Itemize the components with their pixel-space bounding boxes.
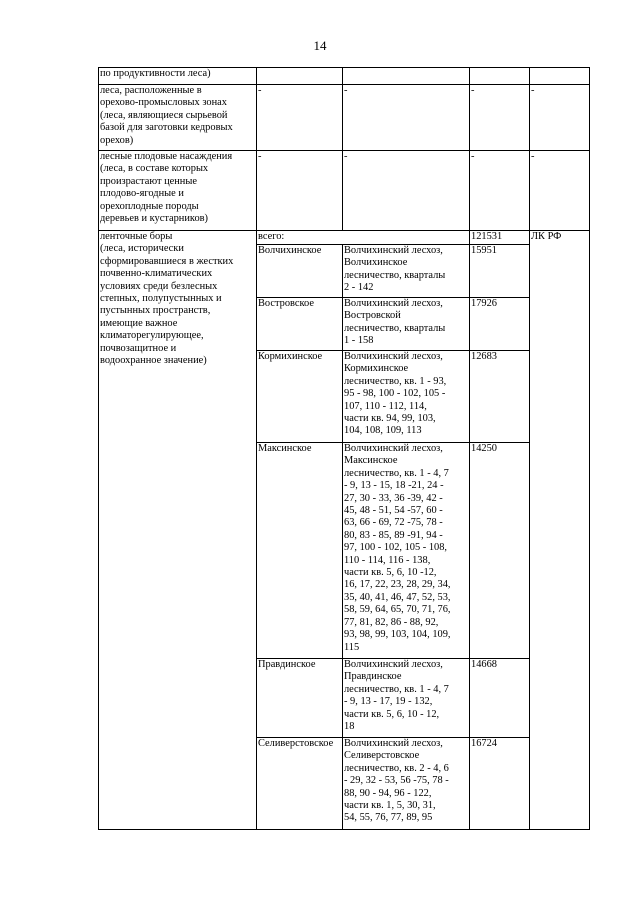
cell: - [470, 85, 530, 151]
bor-area: 14250 [470, 443, 530, 659]
cell [257, 68, 343, 85]
bor-location: Волчихинский лесхоз, Правдинское лесничество, кв. 1 - 4, 7 - 9, 13 - 17, 19 - 132, части кв. 5, 6, 10 - 12, 18 [343, 659, 470, 738]
page-number: 14 [313, 38, 327, 53]
bor-location: Волчихинский лесхоз, Кормихинское лесничество, кв. 1 - 93, 95 - 98, 100 - 102, 105 - 107, 110 - 112, 114, части кв. 94, 99, 103, 104, 108, 109, 113 [343, 351, 470, 443]
bor-name: Максинское [257, 443, 343, 659]
bor-location: Волчихинский лесхоз, Волчихинское лесничество, кварталы 2 - 142 [343, 245, 470, 298]
cell: - [470, 151, 530, 231]
cell: - [343, 85, 470, 151]
forest-table [98, 67, 590, 830]
category-name: по продуктивности леса) [99, 68, 257, 85]
bor-area: 14668 [470, 659, 530, 738]
total-area: 121531 [470, 231, 530, 245]
legal-basis: ЛК РФ [530, 231, 590, 830]
bor-area: 16724 [470, 738, 530, 830]
cell: - [530, 151, 590, 231]
total-label: всего: [257, 231, 470, 245]
table-row [99, 151, 590, 231]
table-row [99, 68, 590, 85]
cell [470, 68, 530, 85]
bor-name: Кормихинское [257, 351, 343, 443]
category-name: леса, расположенные в орехово-промысловых зонах (леса, являющиеся сырьевой базой для заготовки кедровых орехов) [99, 85, 257, 151]
cell [530, 68, 590, 85]
bor-location: Волчихинский лесхоз, Селиверстовское лесничество, кв. 2 - 4, 6 - 29, 32 - 53, 56 -75, 78 - 88, 90 - 94, 96 - 122, части кв. 1, 5, 30, 31, 54, 55, 76, 77, 89, 95 [343, 738, 470, 830]
bor-name: Селиверстовское [257, 738, 343, 830]
bor-name: Правдинское [257, 659, 343, 738]
bor-area: 12683 [470, 351, 530, 443]
category-name: лесные плодовые насаждения (леса, в составе которых произрастают ценные плодово-ягодные и орехоплодные породы деревьев и кустарников) [99, 151, 257, 231]
bor-name: Волчихинское [257, 245, 343, 298]
cell: - [257, 151, 343, 231]
bor-name: Востровское [257, 298, 343, 351]
bor-location: Волчихинский лесхоз, Максинское лесничество, кв. 1 - 4, 7 - 9, 13 - 15, 18 -21, 24 - 27, 30 - 33, 36 -39, 42 - 45, 48 - 51, 54 -57, 60 - 63, 66 - 69, 72 -75, 78 - 80, 83 - 85, 89 -91, 94 - 97, 100 - 102, 105 - 108, 110 - 114, 116 - 138, части кв. 5, 6, 10 -12, 16, 17, 22, 23, 28, 29, 34, 35, 40, 41, 46, 47, 52, 53, 58, 59, 64, 65, 70, 71, 76, 77, 81, 82, 86 - 88, 92, 93, 98, 99, 103, 104, 109, 115 [343, 443, 470, 659]
cell: - [343, 151, 470, 231]
cell [343, 68, 470, 85]
cell: - [257, 85, 343, 151]
category-name: ленточные боры (леса, исторически сформировавшиеся в жестких почвенно-климатических условиях среди безлесных степных, полупустынных и пустынных пространств, имеющие важное климаторегулирующее, почвозащитное и водоохранное значение) [99, 231, 257, 830]
bor-location: Волчихинский лесхоз, Востровской лесничество, кварталы 1 - 158 [343, 298, 470, 351]
table-row [99, 85, 590, 151]
cell: - [530, 85, 590, 151]
table-row [99, 231, 590, 245]
bor-area: 15951 [470, 245, 530, 298]
bor-area: 17926 [470, 298, 530, 351]
